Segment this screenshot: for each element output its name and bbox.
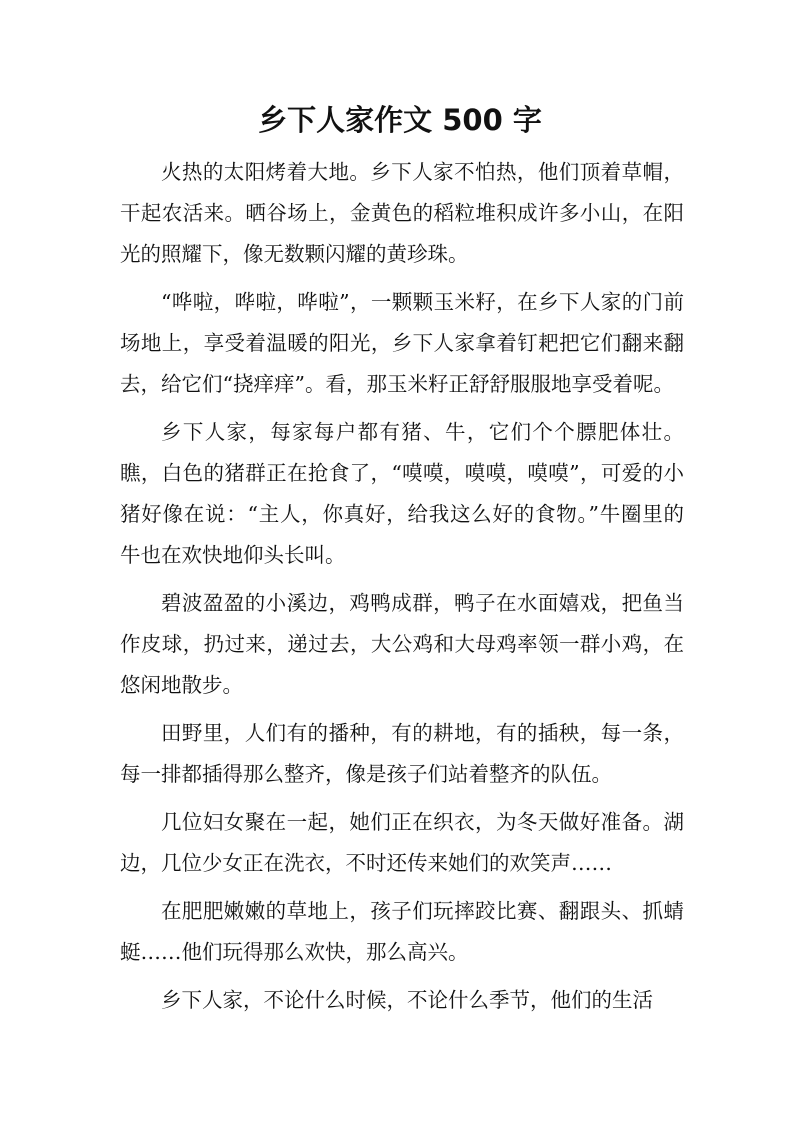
paragraph: 田野里，人们有的播种，有的耕地，有的插秧，每一条，每一排都插得那么整齐，像是孩子们站着整齐的队伍。 bbox=[120, 721, 684, 786]
document-title: 乡下人家作文 500 字 bbox=[258, 103, 542, 137]
paragraph: 火热的太阳烤着大地。乡下人家不怕热，他们顶着草帽，干起农活来。晒谷场上，金黄色的稻粒堆积成许多小山，在阳光的照耀下，像无数颗闪耀的黄珍珠。 bbox=[120, 160, 684, 266]
paragraph: 乡下人家，每家每户都有猪、牛，它们个个膘肥体壮。瞧，白色的猪群正在抢食了，“嗼嗼，嗼嗼，嗼嗼”，可爱的小猪好像在说：“主人，你真好，给我这么好的食物。”牛圈里的牛也在欢快地仰头长叫。 bbox=[120, 420, 684, 567]
paragraph: 在肥肥嫩嫩的草地上，孩子们玩摔跤比赛、翻跟头、抓蜻蜓……他们玩得那么欢快，那么高兴。 bbox=[120, 899, 684, 964]
paragraph: “哗啦，哗啦，哗啦”，一颗颗玉米籽，在乡下人家的门前场地上，享受着温暖的阳光，乡下人家拿着钉耙把它们翻来翻去，给它们“挠痒痒”。看，那玉米籽正舒舒服服地享受着呢。 bbox=[120, 290, 684, 396]
document-body bbox=[120, 152, 684, 1028]
paragraph: 几位妇女聚在一起，她们正在织衣，为冬天做好准备。湖边，几位少女正在洗衣，不时还传来她们的欢笑声…… bbox=[120, 810, 684, 875]
paragraph: 乡下人家，不论什么时候，不论什么季节，他们的生活 bbox=[161, 988, 653, 1012]
paragraph: 碧波盈盈的小溪边，鸡鸭成群，鸭子在水面嬉戏，把鱼当作皮球，扔过来，递过去，大公鸡和大母鸡率领一群小鸡，在悠闲地散步。 bbox=[120, 591, 684, 697]
